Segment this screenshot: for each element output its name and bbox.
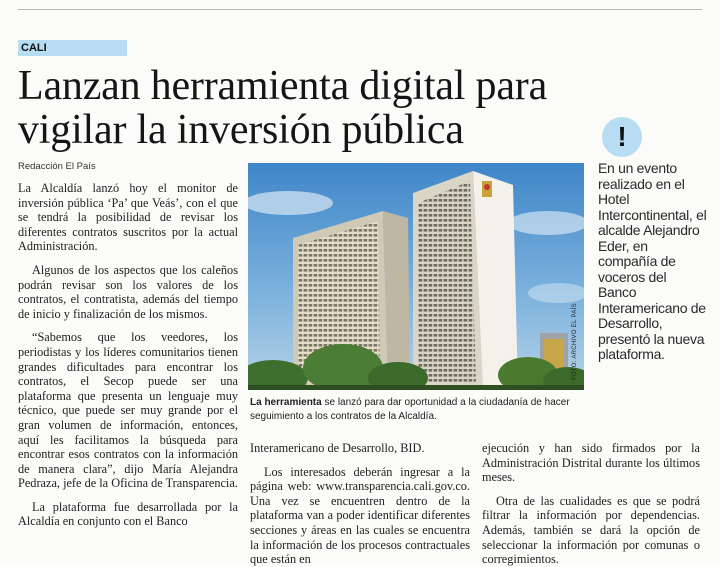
- building-photo-image: [248, 163, 584, 390]
- caption-lead: La herramienta: [250, 397, 322, 408]
- paragraph: Algunos de los aspectos que los caleños podrán revisar son los valores de los contratos, el contratista, además del tiempo de inicio y finalización de los mismos.: [18, 262, 238, 321]
- paragraph: ejecución y han sido firmados por la Administración Distrital durante los últimos meses.: [482, 441, 700, 485]
- sidebar-text: En un evento realizado en el Hotel Intercontinental, el alcalde Alejandro Eder, en compañía de voceros del Banco Interamericano de Desarrollo, presentó la nueva plataforma.: [598, 160, 707, 362]
- exclamation-icon: !: [602, 117, 642, 157]
- paragraph: La Alcaldía lanzó hoy el monitor de inversión pública ‘Pa’ que Veás’, con el que se tendrá la posibilidad de revisar los diferentes contratos suscritos por la actual Administración.: [18, 181, 238, 254]
- caption-text: se lanzó para dar oportunidad a la ciudadanía de hacer seguimiento a los contratos de la Alcaldía.: [250, 397, 570, 422]
- body-column-1: [18, 181, 238, 529]
- body-column-2: [250, 441, 470, 567]
- top-rule: [18, 9, 702, 10]
- headline: Lanzan herramienta digital para vigilar la inversión pública: [18, 63, 548, 153]
- section-tag: CALI: [18, 40, 127, 56]
- photo-caption: [250, 396, 590, 424]
- paragraph: Interamericano de Desarrollo, BID.: [250, 441, 425, 455]
- paragraph: “Sabemos que los veedores, los periodistas y los líderes comunitarios tienen grandes dificultades para encontrar los contratos, el Secop puede ser una plataforma que presenta un lenguaje muy técnico, que puede ser muy grande por el gran volumen de información, entonces, aquí les facilitamos la búsqueda para encontrar esos contratos con la información de manera clara”, dijo María Alejandra Pedraza, jefe de la Oficina de Transparencia.: [18, 330, 238, 491]
- photo-credit: FOTO: ARCHIVO EL PAÍS: [572, 303, 578, 380]
- paragraph: Otra de las cualidades es que se podrá filtrar la información por dependencias. Además, también se dará la opción de seleccionar la información por comunas o corregimientos.: [482, 493, 700, 567]
- body-column-3: [482, 441, 700, 567]
- byline: Redacción El País: [18, 161, 96, 172]
- paragraph: La plataforma fue desarrollada por la Alcaldía en conjunto con el Banco: [18, 499, 238, 529]
- paragraph: Los interesados deberán ingresar a la página web: www.transparencia.cali.gov.co. Una vez se encuentren dentro de la plataforma van a poder identificar diferentes secciones y áreas en las cuales se encuentra la información de los procesos contractuales que están en: [250, 464, 470, 567]
- info-sidebar: [598, 117, 708, 363]
- building-photo: [248, 163, 584, 390]
